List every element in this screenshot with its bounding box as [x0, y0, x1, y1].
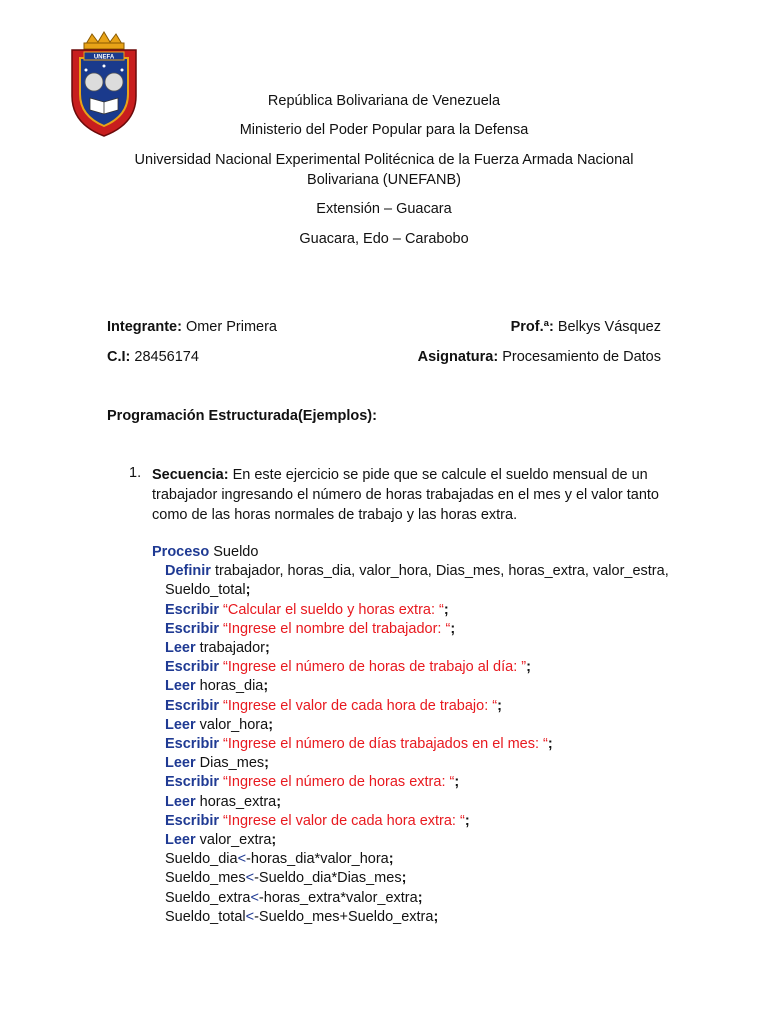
- semicolon: ;: [464, 812, 470, 829]
- assign-arrow: <: [245, 908, 255, 925]
- definir-vars: trabajador, horas_dia, valor_hora, Dias_mes, horas_extra, valor_estra, Sueldo_total: [165, 563, 669, 599]
- semicolon: ;: [433, 908, 439, 925]
- assign-target: Sueldo_mes: [165, 870, 246, 887]
- kw-escribir: Escribir: [165, 697, 219, 714]
- kw-leer: Leer: [165, 793, 196, 810]
- kw-escribir: Escribir: [165, 620, 219, 637]
- assign-arrow: <: [237, 851, 247, 868]
- semicolon: ;: [264, 755, 269, 772]
- semicolon: ;: [417, 889, 423, 906]
- code-var: trabajador: [195, 640, 265, 657]
- prof-line: [511, 317, 661, 337]
- code-line-escribir-2: [152, 620, 672, 639]
- integrante-label: Integrante:: [107, 319, 182, 335]
- code-line-leer-6: [152, 831, 672, 850]
- integrante-line: [107, 317, 277, 337]
- semicolon: ;: [547, 736, 553, 753]
- proceso-name: Sueldo: [209, 544, 259, 560]
- ci-value: 28456174: [130, 349, 199, 365]
- assign-target: Sueldo_total: [165, 908, 246, 925]
- prof-label: Prof.ª:: [510, 319, 554, 335]
- kw-escribir: Escribir: [165, 736, 219, 753]
- assign-expr: -Sueldo_mes+Sueldo_extra: [254, 908, 434, 925]
- ci-label: C.I:: [107, 349, 131, 365]
- semicolon: ;: [268, 716, 274, 733]
- kw-escribir: Escribir: [165, 774, 219, 791]
- code-line-leer-5: [152, 793, 672, 812]
- semicolon: ;: [450, 620, 456, 637]
- code-string: “Ingrese el nombre del trabajador: “: [219, 620, 451, 637]
- assign-expr: -horas_dia*valor_hora: [246, 851, 389, 868]
- semicolon: ;: [276, 793, 282, 810]
- code-string: “Calcular el sueldo y horas extra: “: [219, 601, 444, 618]
- code-string: “Ingrese el número de horas de trabajo al día: ”: [219, 659, 527, 676]
- code-string: “Ingrese el número de días trabajados en el mes: “: [219, 736, 548, 753]
- semicolon: ;: [454, 774, 460, 791]
- pseudocode-block: [152, 543, 672, 927]
- assign-expr: -horas_extra*valor_extra: [258, 889, 418, 906]
- kw-escribir: Escribir: [165, 812, 219, 829]
- code-string: “Ingrese el número de horas extra: “: [219, 774, 455, 791]
- code-string: “Ingrese el valor de cada hora de trabajo: “: [219, 697, 498, 714]
- code-line-leer-4: [152, 754, 672, 773]
- code-line-escribir-4: [152, 697, 672, 716]
- item-label: Secuencia:: [152, 467, 229, 483]
- code-line-assign-3: [152, 889, 672, 908]
- code-line-assign-2: [152, 869, 672, 888]
- code-line-escribir-5: [152, 735, 672, 754]
- asignatura-line: [418, 347, 661, 367]
- semicolon: ;: [271, 832, 277, 849]
- item-paragraph: [152, 465, 672, 525]
- asignatura-label: Asignatura:: [417, 349, 499, 365]
- kw-leer: Leer: [165, 640, 196, 657]
- kw-leer: Leer: [165, 832, 196, 849]
- semicolon: ;: [264, 640, 270, 657]
- code-line-assign-4: [152, 908, 672, 927]
- code-line-definir: [152, 562, 672, 600]
- assign-expr: -Sueldo_dia*Dias_mes: [254, 870, 402, 887]
- asignatura-value: Procesamiento de Datos: [498, 349, 661, 365]
- code-line-escribir-6: [152, 773, 672, 792]
- item-number: 1.: [129, 465, 142, 481]
- code-line-leer-2: [152, 677, 672, 696]
- code-line-leer-3: [152, 716, 672, 735]
- code-var: horas_extra: [195, 793, 277, 810]
- code-line-proceso: [152, 543, 672, 562]
- semicolon: ;: [245, 582, 251, 599]
- item-text: En este ejercicio se pide que se calcule el sueldo mensual de un trabajador ingresando el número de horas trabajadas en el mes y el valor tanto como de las horas normales de trabajo y las horas extra.: [152, 467, 659, 523]
- semicolon: ;: [263, 678, 269, 695]
- integrante-value: Omer Primera: [181, 319, 277, 335]
- header-universidad: Universidad Nacional Experimental Politécnica de la Fuerza Armada Nacional: [134, 152, 634, 168]
- header-universidad-cont: Bolivariana (UNEFANB): [307, 172, 461, 188]
- code-line-escribir-3: [152, 658, 672, 677]
- code-line-leer-1: [152, 639, 672, 658]
- semicolon: ;: [401, 870, 407, 887]
- section-title: Programación Estructurada(Ejemplos):: [107, 408, 377, 424]
- assign-target: Sueldo_extra: [165, 889, 251, 906]
- header-extension: Extensión – Guacara: [316, 201, 452, 217]
- assign-arrow: <: [250, 889, 259, 906]
- semicolon: ;: [443, 601, 449, 618]
- kw-proceso: Proceso: [152, 544, 210, 560]
- code-var: horas_dia: [195, 678, 264, 695]
- header-republica: República Bolivariana de Venezuela: [267, 93, 501, 109]
- kw-escribir: Escribir: [165, 601, 219, 618]
- code-line-escribir-1: [152, 601, 672, 620]
- code-line-assign-1: [152, 850, 672, 869]
- semicolon: ;: [497, 697, 502, 714]
- assign-target: Sueldo_dia: [165, 851, 238, 868]
- header-ministerio: Ministerio del Poder Popular para la Defensa: [239, 122, 529, 138]
- header-location: Guacara, Edo – Carabobo: [299, 231, 469, 247]
- semicolon: ;: [388, 851, 394, 868]
- ci-line: [107, 347, 199, 367]
- kw-escribir: Escribir: [165, 659, 219, 676]
- kw-leer: Leer: [165, 678, 196, 695]
- code-line-escribir-7: [152, 812, 672, 831]
- kw-leer: Leer: [165, 716, 196, 733]
- code-var: valor_extra: [195, 832, 272, 849]
- prof-value: Belkys Vásquez: [553, 319, 661, 335]
- logo-text: UNEFA: [93, 54, 115, 61]
- kw-definir: Definir: [165, 563, 211, 580]
- code-var: Dias_mes: [195, 755, 265, 772]
- semicolon: ;: [526, 659, 531, 676]
- code-string: “Ingrese el valor de cada hora extra: “: [219, 812, 465, 829]
- kw-leer: Leer: [165, 755, 196, 772]
- assign-arrow: <: [245, 870, 255, 887]
- code-var: valor_hora: [195, 716, 269, 733]
